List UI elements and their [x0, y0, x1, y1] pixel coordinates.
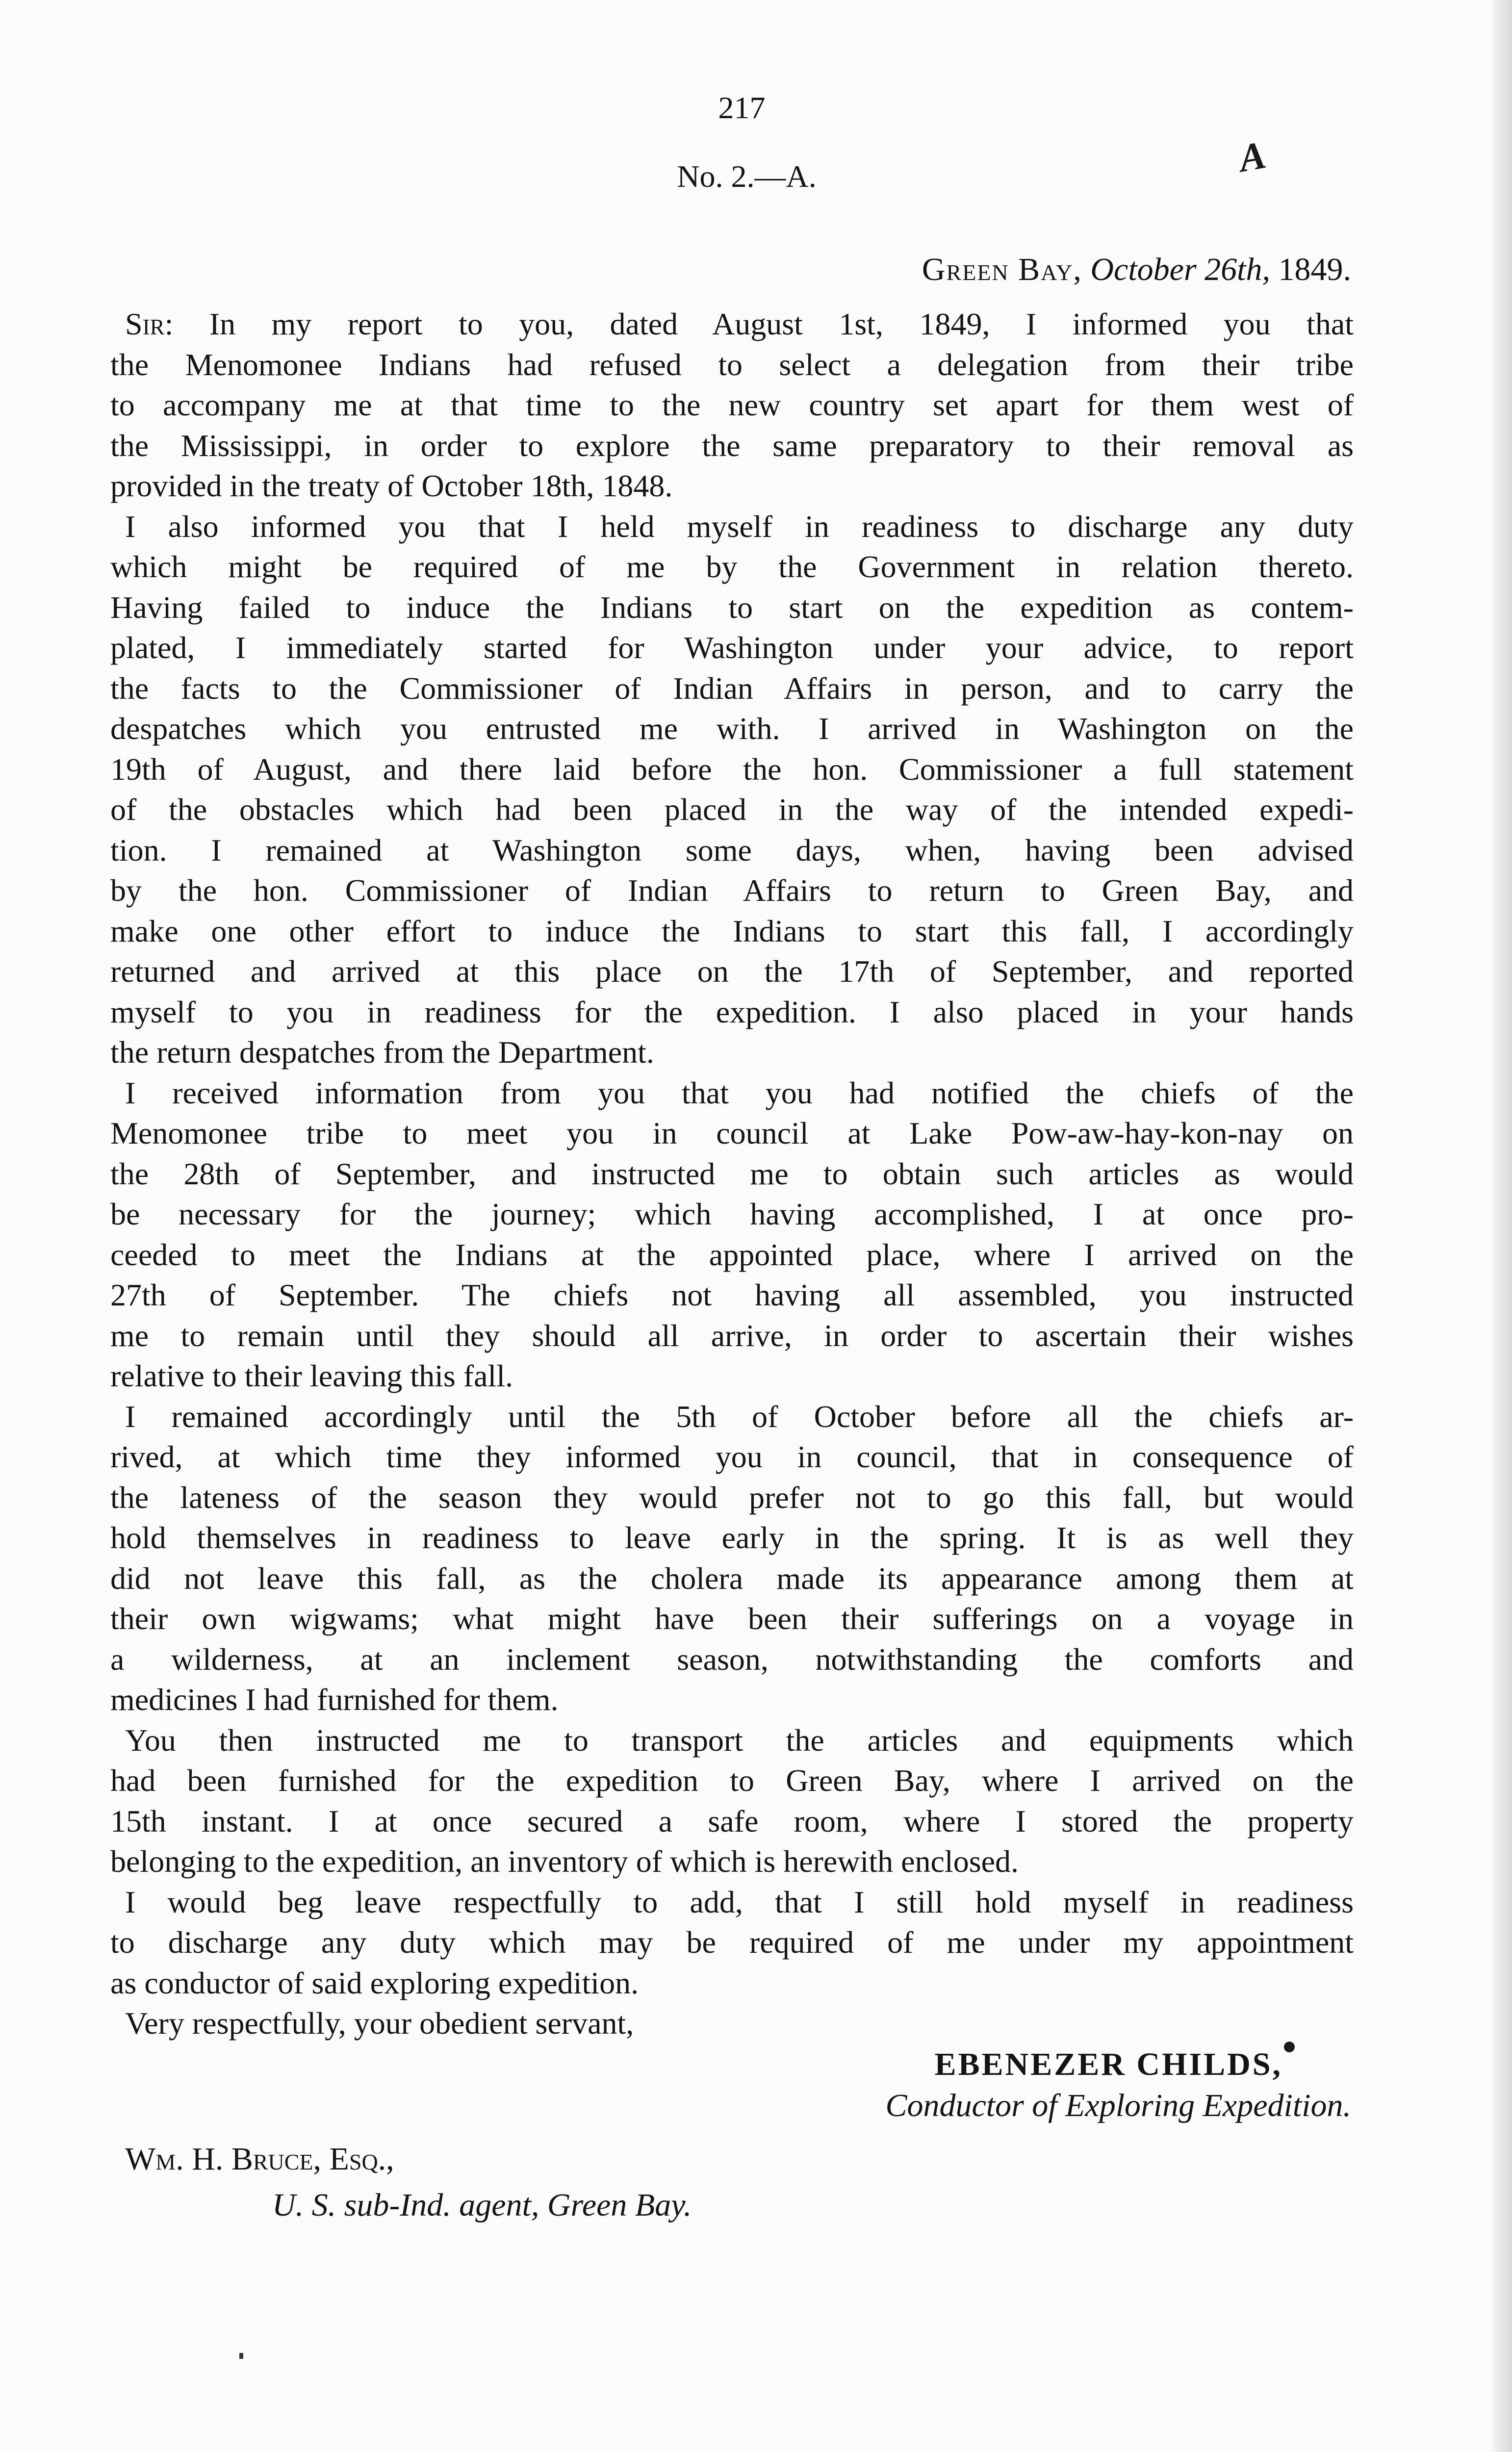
text-line: which might be required of me by the Government in relation thereto.: [110, 549, 1354, 584]
paragraph-5: [110, 1720, 1354, 1882]
text-line: medicines I had furnished for them.: [110, 1682, 559, 1717]
dateline-place: Green Bay,: [922, 252, 1082, 287]
text-line: I would beg leave respectfully to add, that I still hold myself in readiness: [125, 1884, 1354, 1919]
signatory-title: Conductor of Exploring Expedition.: [885, 2087, 1351, 2123]
text-line: the Menomonee Indians had refused to select a delegation from their tribe: [110, 347, 1354, 382]
text-line: I also informed you that I held myself in readiness to discharge any duty: [125, 509, 1354, 544]
text-line: myself to you in readiness for the expedition. I also placed in your hands: [110, 994, 1354, 1029]
text-line: I received information from you that you had notified the chiefs of the: [125, 1075, 1354, 1110]
addressee-block: [125, 2136, 1354, 2228]
text-line: the return despatches from the Department.: [110, 1035, 654, 1070]
text-line: of the obstacles which had been placed in the way of the intended expedi-: [110, 792, 1354, 827]
text-line: [110, 304, 1354, 345]
signature-block: [110, 2044, 1354, 2126]
salutation: Sir:: [125, 306, 174, 341]
text-line: the 28th of September, and instructed me to obtain such articles as would: [110, 1156, 1354, 1191]
dateline: [110, 250, 1354, 289]
text-line: despatches which you entrusted me with. I arrived in Washington on the: [110, 711, 1354, 746]
signatory-name: EBENEZER CHILDS,: [934, 2046, 1282, 2082]
text-line: tion. I remained at Washington some days, when, having been advised: [110, 832, 1354, 868]
page-number: 217: [718, 90, 766, 125]
text-line: to accompany me at that time to the new country set apart for them west of: [110, 387, 1354, 422]
handwritten-mark: A: [1235, 133, 1269, 180]
dateline-year: 1849.: [1278, 252, 1351, 287]
text-fragment: In my report to you, dated August 1st, 1849, I informed you that: [173, 306, 1354, 341]
letter-body: [110, 304, 1354, 2044]
addressee-office: U. S. sub-Ind. agent, Green Bay.: [272, 2187, 692, 2223]
paragraph-3: [110, 1073, 1354, 1397]
text-line: You then instructed me to transport the articles and equipments which: [125, 1722, 1354, 1758]
text-line: returned and arrived at this place on the 17th of September, and reported: [110, 954, 1354, 989]
text-line: 15th instant. I at once secured a safe room, where I stored the property: [110, 1803, 1354, 1839]
paragraph-2: [110, 507, 1354, 1073]
text-line: their own wigwams; what might have been their sufferings on a voyage in: [110, 1601, 1354, 1636]
text-line: by the hon. Commissioner of Indian Affairs to return to Green Bay, and: [110, 873, 1354, 908]
dateline-date: October 26th,: [1090, 252, 1270, 287]
text-line: rived, at which time they informed you in council, that in consequence of: [110, 1439, 1354, 1474]
addressee-name: Wm. H. Bruce, Esq.,: [125, 2141, 394, 2177]
text-line: had been furnished for the expedition to Green Bay, where I arrived on the: [110, 1763, 1354, 1798]
text-line: Having failed to induce the Indians to start on the expedition as contem-: [110, 589, 1354, 625]
paragraph-4: [110, 1397, 1354, 1720]
letter-closing: Very respectfully, your obedient servant,: [125, 2006, 634, 2041]
paragraph-6: [110, 1882, 1354, 2004]
text-line: 19th of August, and there laid before the hon. Commissioner a full statement: [110, 751, 1354, 787]
text-line: I remained accordingly until the 5th of October before all the chiefs ar-: [125, 1399, 1354, 1434]
text-line: the Mississippi, in order to explore the same preparatory to their removal as: [110, 428, 1354, 463]
text-line: be necessary for the journey; which having accomplished, I at once pro-: [110, 1197, 1354, 1231]
document-number: No. 2.—A.: [677, 159, 817, 194]
text-line: did not leave this fall, as the cholera made its appearance among them at: [110, 1560, 1354, 1596]
paragraph-1: [110, 304, 1354, 507]
text-line: 27th of September. The chiefs not having all assembled, you instructed: [110, 1277, 1354, 1312]
text-line: belonging to the expedition, an inventory of which is herewith enclosed.: [110, 1844, 1019, 1879]
text-line: make one other effort to induce the Indians to start this fall, I accordingly: [110, 913, 1354, 948]
closing-paragraph: [110, 2003, 1354, 2044]
text-line: hold themselves in readiness to leave early in the spring. It is as well they: [110, 1520, 1354, 1555]
text-line: me to remain until they should all arrive, in order to ascertain their wishes: [110, 1318, 1354, 1353]
text-line: to discharge any duty which may be required of me under my appointment: [110, 1925, 1354, 1960]
text-line: as conductor of said exploring expedition.: [110, 1965, 639, 2000]
text-line: ceeded to meet the Indians at the appointed place, where I arrived on the: [110, 1237, 1354, 1272]
document-content: [110, 88, 1354, 2228]
text-line: Menomonee tribe to meet you in council at Lake Pow-aw-hay-kon-nay on: [110, 1116, 1354, 1150]
text-line: plated, I immediately started for Washington under your advice, to report: [110, 630, 1354, 665]
text-line: provided in the treaty of October 18th, 1848.: [110, 468, 673, 503]
ink-speck: [239, 2353, 243, 2359]
page-edge: [1492, 0, 1512, 2452]
text-line: the facts to the Commissioner of Indian Affairs in person, and to carry the: [110, 670, 1354, 706]
text-line: relative to their leaving this fall.: [110, 1358, 513, 1393]
text-line: a wilderness, at an inclement season, notwithstanding the comforts and: [110, 1641, 1354, 1677]
text-line: the lateness of the season they would prefer not to go this fall, but would: [110, 1480, 1354, 1515]
